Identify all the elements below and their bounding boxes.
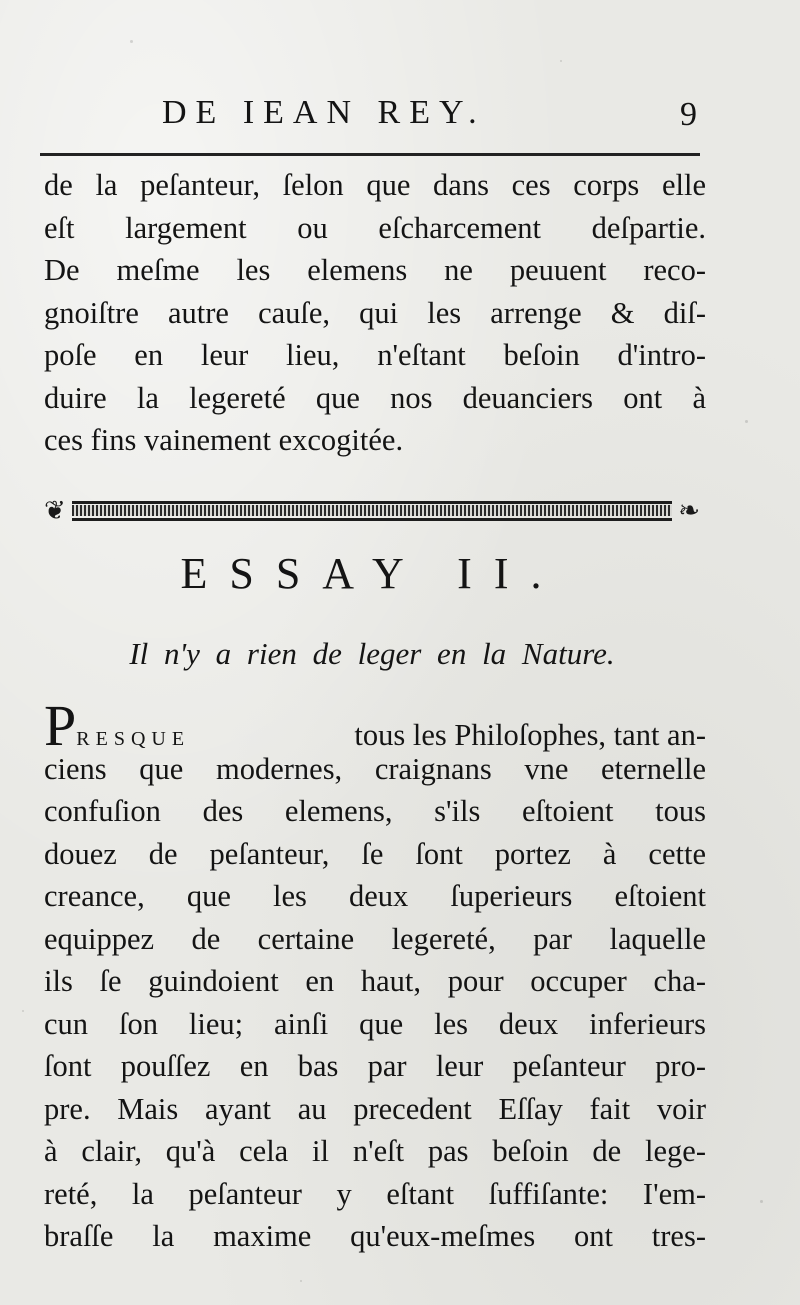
text-line: pre. Mais ayant au precedent Eſſay fait voir	[44, 1091, 706, 1126]
small-caps-word: RESQUE	[76, 728, 191, 750]
text-line: cun ſon lieu; ainſi que les deux inferieurs	[44, 1006, 706, 1041]
drop-cap: P	[44, 693, 77, 758]
paper-speck	[745, 420, 748, 423]
essay-subtitle: Il n'y a rien de leger en la Nature.	[129, 636, 615, 671]
paper-speck	[760, 1200, 763, 1203]
text-line: ces fins vainement excogitée.	[44, 423, 404, 457]
page-number: 9	[680, 96, 697, 133]
page-header	[40, 94, 705, 144]
text-line: creance, que les deux ſuperieurs eſtoient	[44, 879, 706, 913]
continuation-paragraph	[44, 164, 706, 462]
first-line-text: tous les Philoſophes, tant an-	[354, 718, 706, 752]
fleuron-icon: ❦	[44, 496, 66, 526]
paper-speck	[560, 60, 562, 62]
essay-paragraph	[44, 693, 706, 1258]
text-line: à clair, qu'à cela il n'eſt pas beſoin de lege-	[44, 1134, 706, 1168]
text-line: equippez de certaine legereté, par laquelle	[44, 921, 706, 956]
text-line: reté, la peſanteur y eſtant ſuffiſante: I'em-	[44, 1176, 706, 1211]
fleuron-icon: ❧	[678, 496, 700, 526]
text-line: ſont pouſſez en bas par leur peſanteur pro-	[44, 1049, 706, 1083]
ornament-bar-bottom	[72, 518, 672, 521]
paper-speck	[130, 40, 133, 43]
paper-speck	[22, 1010, 24, 1012]
essay-heading: ESSAY II.	[180, 549, 564, 598]
running-title: DE IEAN REY.	[162, 94, 486, 131]
text-line: poſe en leur lieu, n'eſtant beſoin d'intro-	[44, 338, 706, 372]
text-line: ils ſe guindoient en haut, pour occuper cha-	[44, 964, 706, 998]
text-line: gnoiſtre autre cauſe, qui les arrenge & diſ-	[44, 295, 706, 330]
ornament-hatch	[72, 505, 672, 516]
ornamental-rule	[44, 496, 700, 526]
header-rule	[40, 153, 700, 156]
text-line: douez de peſanteur, ſe ſont portez à cette	[44, 836, 706, 871]
text-line: confuſion des elemens, s'ils eſtoient tous	[44, 794, 706, 828]
text-line: ciens que modernes, craignans vne eternelle	[44, 751, 706, 786]
text-line: de la peſanteur, ſelon que dans ces corps elle	[44, 168, 706, 202]
paper-speck	[300, 1280, 302, 1282]
text-line: eſt largement ou eſcharcement deſpartie.	[44, 210, 706, 245]
text-line: braſſe la maxime qu'eux-meſmes ont tres-	[44, 1219, 706, 1253]
text-line: duire la legereté que nos deuanciers ont à	[44, 380, 706, 415]
ornament-bar-top	[72, 501, 672, 504]
first-line	[44, 693, 706, 758]
text-line: De meſme les elemens ne peuuent reco-	[44, 253, 706, 287]
